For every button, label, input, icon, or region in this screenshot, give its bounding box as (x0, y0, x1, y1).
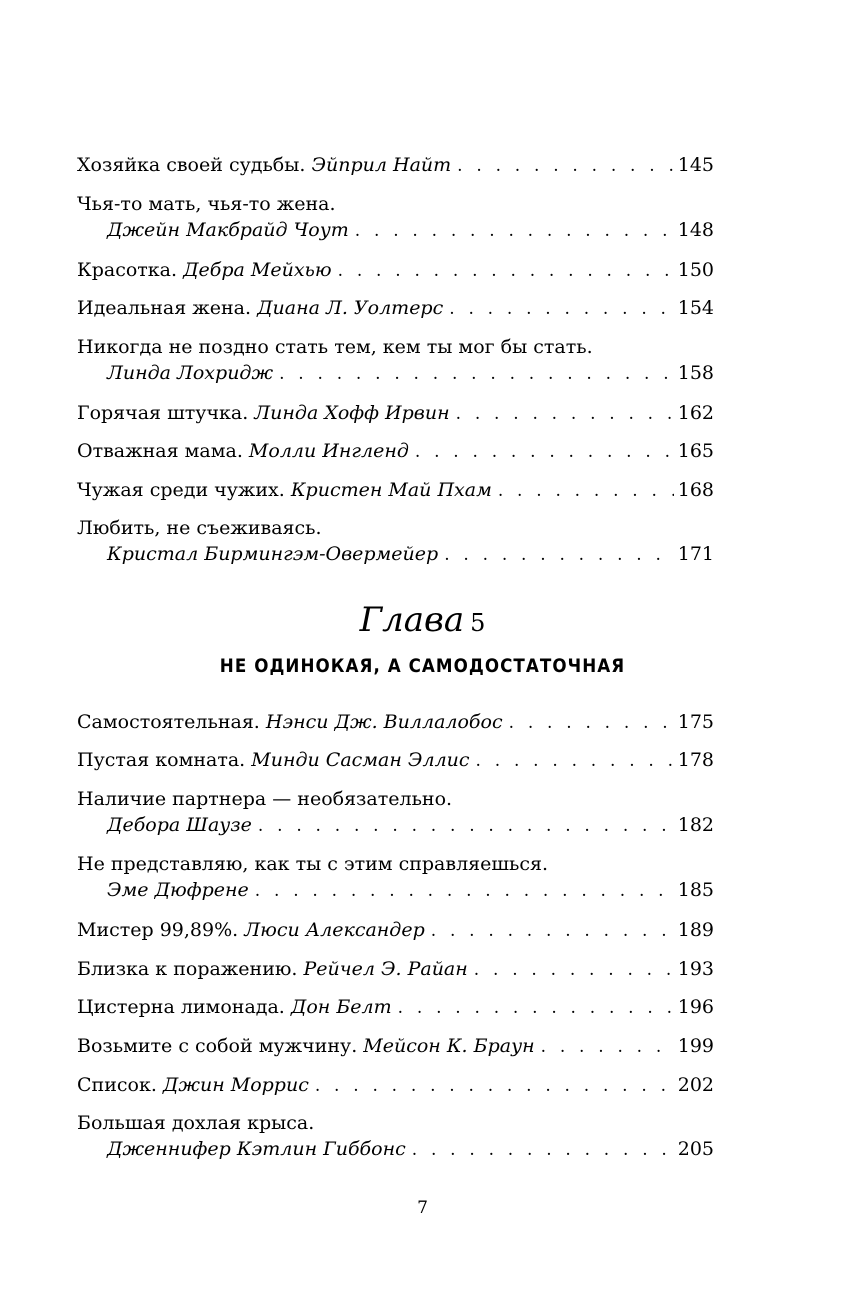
toc-entry (77, 152, 714, 179)
dot-leader (279, 361, 674, 387)
dot-leader (474, 957, 674, 983)
entry-title: Любить, не съеживаясь. (77, 517, 322, 539)
entry-page: 171 (677, 543, 714, 565)
entry-page: 178 (677, 749, 714, 771)
entry-page: 182 (677, 814, 714, 836)
entry-title: Цистерна лимонада. (77, 996, 285, 1018)
entry-author: Дженнифер Кэтлин Гиббонс (107, 1138, 406, 1160)
toc-entry (77, 1072, 714, 1099)
entry-title: Идеальная жена. (77, 297, 252, 319)
toc-entry (77, 295, 714, 322)
toc-entry (77, 994, 714, 1021)
entry-page: 148 (677, 219, 714, 241)
dot-leader (415, 439, 674, 465)
entry-title: Не представляю, как ты с этим справляешься. (77, 853, 549, 875)
toc-entry (77, 917, 714, 944)
entry-author: Дебора Шаузе (107, 814, 252, 836)
entry-page: 189 (677, 919, 714, 941)
entry-page: 193 (677, 958, 714, 980)
entry-author: Линда Хофф Ирвин (254, 402, 450, 424)
dot-leader (456, 401, 674, 427)
toc-entry (77, 257, 714, 284)
entry-title: Чья-то мать, чья-то жена. (77, 193, 336, 215)
chapter-subtitle: НЕ ОДИНОКАЯ, А САМОДОСТАТОЧНАЯ (219, 655, 626, 677)
entry-author: Мейсон К. Браун (363, 1035, 535, 1057)
entry-page: 145 (677, 154, 714, 176)
toc-entry (77, 515, 714, 568)
toc-entry (77, 477, 714, 504)
toc-entry (77, 1033, 714, 1060)
chapter-word: Глава (359, 600, 465, 640)
entry-page: 199 (677, 1035, 714, 1057)
entry-author: Диана Л. Уолтерс (257, 297, 444, 319)
entry-title: Наличие партнера — необязательно. (77, 788, 453, 810)
page-number: 7 (417, 1198, 428, 1218)
toc-entry (77, 191, 714, 244)
entry-page: 165 (677, 440, 714, 462)
entry-author: Джейн Макбрайд Чоут (107, 219, 349, 241)
entry-title: Мистер 99,89%. (77, 919, 239, 941)
entry-title: Красотка. (77, 259, 178, 281)
toc-entry (77, 334, 714, 387)
dot-leader (449, 296, 673, 322)
entry-title: Возьмите с собой мужчину. (77, 1035, 358, 1057)
toc-entry (77, 709, 714, 736)
dot-leader (255, 878, 674, 904)
entry-author: Кристал Бирмингэм-Овермейер (107, 543, 439, 565)
dot-leader (355, 218, 674, 244)
chapter-heading (0, 600, 845, 640)
entry-title: Чужая среди чужих. (77, 479, 285, 501)
entry-title: Никогда не поздно стать тем, кем ты мог бы стать. (77, 336, 593, 358)
entry-author: Эме Дюфрене (107, 879, 249, 901)
entry-author: Молли Ингленд (248, 440, 409, 462)
dot-leader (412, 1137, 674, 1163)
dot-leader (509, 710, 674, 736)
entry-page: 202 (677, 1074, 714, 1096)
entry-title: Пустая комната. (77, 749, 246, 771)
dot-leader (431, 918, 674, 944)
entry-title: Горячая штучка. (77, 402, 249, 424)
entry-page: 150 (677, 259, 714, 281)
entry-title: Список. (77, 1074, 157, 1096)
entry-title: Самостоятельная. (77, 711, 260, 733)
entry-author: Кристен Май Пхам (290, 479, 492, 501)
dot-leader (476, 748, 674, 774)
entry-page: 185 (677, 879, 714, 901)
entry-page: 175 (677, 711, 714, 733)
entry-title: Отважная мама. (77, 440, 243, 462)
entry-page: 196 (677, 996, 714, 1018)
dot-leader (338, 258, 674, 284)
entry-author: Дебра Мейхью (183, 259, 332, 281)
entry-author: Джин Моррис (162, 1074, 309, 1096)
toc-entry (77, 747, 714, 774)
entry-title: Близка к поражению. (77, 958, 298, 980)
entry-page: 168 (677, 479, 714, 501)
dot-leader (258, 813, 674, 839)
entry-title: Большая дохлая крыса. (77, 1112, 315, 1134)
entry-author: Нэнси Дж. Виллалобос (265, 711, 503, 733)
entry-author: Дон Белт (290, 996, 392, 1018)
toc-entry (77, 400, 714, 427)
toc-entry (77, 438, 714, 465)
chapter-number: 5 (470, 609, 486, 637)
toc-entry (77, 786, 714, 839)
toc-entry (77, 851, 714, 904)
entry-author: Рейчел Э. Райан (303, 958, 468, 980)
entry-author: Линда Лохридж (107, 362, 274, 384)
entry-author: Минди Сасман Эллис (251, 749, 470, 771)
dot-leader (444, 542, 674, 568)
entry-page: 205 (677, 1138, 714, 1160)
dot-leader (398, 995, 674, 1021)
entry-page: 154 (677, 297, 714, 319)
entry-page: 158 (677, 362, 714, 384)
toc-entry (77, 1110, 714, 1163)
toc-entry (77, 956, 714, 983)
dot-leader (457, 153, 674, 179)
dot-leader (498, 478, 674, 504)
entry-author: Люси Александер (244, 919, 425, 941)
dot-leader (541, 1034, 674, 1060)
entry-title: Хозяйка своей судьбы. (77, 154, 306, 176)
entry-page: 162 (677, 402, 714, 424)
dot-leader (315, 1073, 674, 1099)
entry-author: Эйприл Найт (311, 154, 452, 176)
